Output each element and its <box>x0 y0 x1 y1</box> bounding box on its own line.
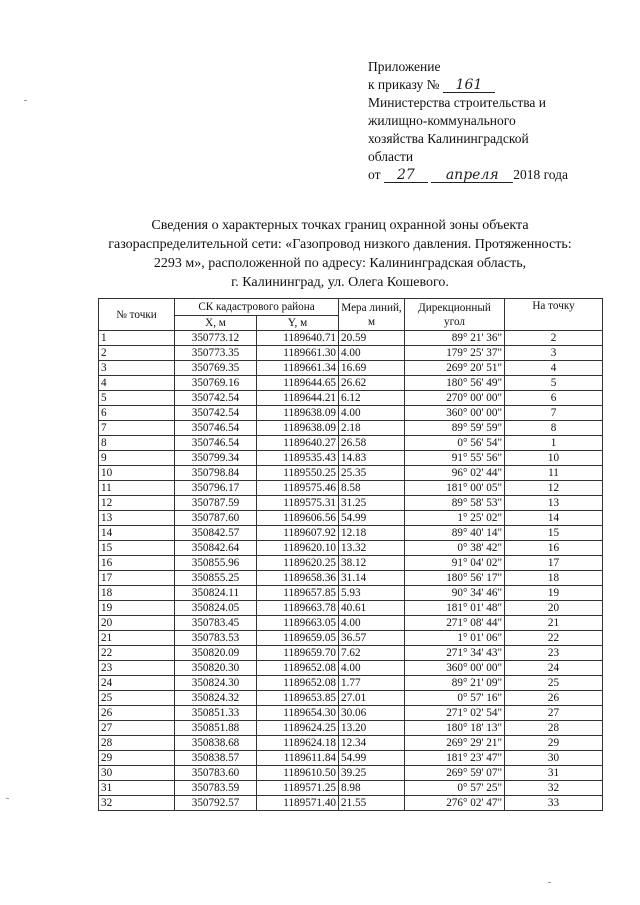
bearing-cell: 1° 25' 02" <box>405 511 505 526</box>
bearing-cell: 181° 01' 48" <box>405 601 505 616</box>
length-cell: 16.69 <box>339 361 405 376</box>
point-no-cell: 19 <box>99 601 175 616</box>
table-row <box>99 751 603 766</box>
length-cell: 12.34 <box>339 736 405 751</box>
length-cell: 31.14 <box>339 571 405 586</box>
y-coord-cell: 1189550.25 <box>257 466 339 481</box>
x-coord-cell: 350746.54 <box>175 421 257 436</box>
length-cell: 4.00 <box>339 616 405 631</box>
to-point-cell: 12 <box>505 481 603 496</box>
to-point-cell: 10 <box>505 451 603 466</box>
x-coord-cell: 350851.88 <box>175 721 257 736</box>
bearing-cell: 96° 02' 44" <box>405 466 505 481</box>
point-no-cell: 10 <box>99 466 175 481</box>
bearing-cell: 0° 38' 42" <box>405 541 505 556</box>
to-point-cell: 16 <box>505 541 603 556</box>
date-prefix: от <box>368 167 381 182</box>
table-row <box>99 676 603 691</box>
to-point-cell: 29 <box>505 736 603 751</box>
table-row <box>99 571 603 586</box>
length-cell: 39.25 <box>339 766 405 781</box>
bearing-cell: 91° 55' 56" <box>405 451 505 466</box>
length-cell: 4.00 <box>339 346 405 361</box>
to-point-cell: 2 <box>505 331 603 346</box>
x-coord-cell: 350773.12 <box>175 331 257 346</box>
x-coord-cell: 350842.57 <box>175 526 257 541</box>
point-no-cell: 20 <box>99 616 175 631</box>
bearing-cell: 360° 00' 00" <box>405 406 505 421</box>
scan-speck <box>24 100 27 101</box>
x-coord-cell: 350742.54 <box>175 406 257 421</box>
point-no-cell: 5 <box>99 391 175 406</box>
x-coord-cell: 350824.32 <box>175 691 257 706</box>
point-no-cell: 2 <box>99 346 175 361</box>
y-coord-cell: 1189640.27 <box>257 436 339 451</box>
bearing-cell: 89° 21' 09" <box>405 676 505 691</box>
y-coord-cell: 1189652.08 <box>257 676 339 691</box>
y-coord-cell: 1189571.25 <box>257 781 339 796</box>
table-row <box>99 706 603 721</box>
bearing-cell: 91° 04' 02" <box>405 556 505 571</box>
bearing-cell: 0° 56' 54" <box>405 436 505 451</box>
point-no-cell: 16 <box>99 556 175 571</box>
table-row <box>99 796 603 811</box>
length-cell: 21.55 <box>339 796 405 811</box>
to-point-cell: 15 <box>505 526 603 541</box>
ministry-line-3: хозяйства Калининградской <box>368 131 529 146</box>
title-line-4: г. Калининград, ул. Олега Кошевого. <box>231 275 449 290</box>
length-cell: 1.77 <box>339 676 405 691</box>
y-coord-cell: 1189659.70 <box>257 646 339 661</box>
to-point-cell: 22 <box>505 631 603 646</box>
appendix-block <box>368 58 608 184</box>
x-coord-cell: 350787.59 <box>175 496 257 511</box>
length-cell: 13.20 <box>339 721 405 736</box>
to-point-cell: 21 <box>505 616 603 631</box>
point-no-cell: 6 <box>99 406 175 421</box>
table-header <box>99 299 603 331</box>
date-line <box>368 166 608 184</box>
y-coord-cell: 1189624.18 <box>257 736 339 751</box>
to-point-cell: 17 <box>505 556 603 571</box>
table-row <box>99 436 603 451</box>
length-cell: 8.98 <box>339 781 405 796</box>
to-point-cell: 28 <box>505 721 603 736</box>
length-cell: 13.32 <box>339 541 405 556</box>
table-row <box>99 481 603 496</box>
point-no-cell: 9 <box>99 451 175 466</box>
length-cell: 27.01 <box>339 691 405 706</box>
x-coord-cell: 350746.54 <box>175 436 257 451</box>
point-no-cell: 23 <box>99 661 175 676</box>
to-point-cell: 4 <box>505 361 603 376</box>
length-cell: 25.35 <box>339 466 405 481</box>
y-coord-cell: 1189607.92 <box>257 526 339 541</box>
bearing-cell: 271° 34' 43" <box>405 646 505 661</box>
to-point-cell: 7 <box>505 406 603 421</box>
table-row <box>99 376 603 391</box>
to-point-cell: 1 <box>505 436 603 451</box>
length-cell: 4.00 <box>339 661 405 676</box>
point-no-cell: 31 <box>99 781 175 796</box>
to-point-cell: 11 <box>505 466 603 481</box>
bearing-cell: 276° 02' 47" <box>405 796 505 811</box>
to-point-cell: 8 <box>505 421 603 436</box>
x-coord-cell: 350838.57 <box>175 751 257 766</box>
table-row <box>99 331 603 346</box>
point-no-cell: 26 <box>99 706 175 721</box>
bearing-cell: 180° 18' 13" <box>405 721 505 736</box>
to-point-cell: 32 <box>505 781 603 796</box>
point-no-cell: 25 <box>99 691 175 706</box>
bearing-cell: 180° 56' 17" <box>405 571 505 586</box>
table-row <box>99 346 603 361</box>
point-no-cell: 30 <box>99 766 175 781</box>
x-coord-cell: 350798.84 <box>175 466 257 481</box>
handwritten-day: 27 <box>384 168 428 183</box>
y-coord-cell: 1189610.50 <box>257 766 339 781</box>
x-coord-cell: 350769.35 <box>175 361 257 376</box>
y-coord-cell: 1189640.71 <box>257 331 339 346</box>
y-coord-cell: 1189638.09 <box>257 406 339 421</box>
x-coord-cell: 350820.09 <box>175 646 257 661</box>
ministry-line-1: Министерства строительства и <box>368 95 547 110</box>
y-coord-cell: 1189606.56 <box>257 511 339 526</box>
point-no-cell: 21 <box>99 631 175 646</box>
length-cell: 26.62 <box>339 376 405 391</box>
date-suffix: 2018 года <box>513 167 569 182</box>
title-line-3: 2293 м», расположенной по адресу: Калининградская область, <box>153 256 527 271</box>
to-point-cell: 24 <box>505 661 603 676</box>
boundary-points-table <box>98 298 603 811</box>
scan-speck <box>548 882 551 883</box>
x-coord-cell: 350824.05 <box>175 601 257 616</box>
title-line-1: Сведения о характерных точках границ охранной зоны объекта <box>151 218 529 233</box>
y-coord-cell: 1189611.84 <box>257 751 339 766</box>
y-coord-cell: 1189620.10 <box>257 541 339 556</box>
length-cell: 20.59 <box>339 331 405 346</box>
bearing-cell: 180° 56' 49" <box>405 376 505 391</box>
bearing-cell: 269° 20' 51" <box>405 361 505 376</box>
y-coord-cell: 1189535.43 <box>257 451 339 466</box>
ministry-line-2: жилищно-коммунального <box>368 113 516 128</box>
to-point-cell: 30 <box>505 751 603 766</box>
x-coord-cell: 350838.68 <box>175 736 257 751</box>
length-cell: 2.18 <box>339 421 405 436</box>
bearing-cell: 1° 01' 06" <box>405 631 505 646</box>
x-coord-cell: 350855.25 <box>175 571 257 586</box>
x-coord-cell: 350742.54 <box>175 391 257 406</box>
x-coord-cell: 350783.59 <box>175 781 257 796</box>
table-row <box>99 616 603 631</box>
header-point-no: № точки <box>99 299 175 331</box>
y-coord-cell: 1189663.78 <box>257 601 339 616</box>
bearing-cell: 269° 29' 21" <box>405 736 505 751</box>
length-cell: 54.99 <box>339 751 405 766</box>
point-no-cell: 22 <box>99 646 175 661</box>
table-row <box>99 496 603 511</box>
table-row <box>99 466 603 481</box>
y-coord-cell: 1189658.36 <box>257 571 339 586</box>
to-point-cell: 19 <box>505 586 603 601</box>
bearing-cell: 181° 23' 47" <box>405 751 505 766</box>
point-no-cell: 14 <box>99 526 175 541</box>
y-coord-cell: 1189659.05 <box>257 631 339 646</box>
handwritten-month: апреля <box>431 168 513 183</box>
x-coord-cell: 350792.57 <box>175 796 257 811</box>
bearing-cell: 271° 02' 54" <box>405 706 505 721</box>
header-y: Y, м <box>257 316 339 331</box>
point-no-cell: 29 <box>99 751 175 766</box>
header-to-point: На точку <box>505 299 603 331</box>
bearing-cell: 89° 58' 53" <box>405 496 505 511</box>
bearing-cell: 0° 57' 16" <box>405 691 505 706</box>
point-no-cell: 32 <box>99 796 175 811</box>
to-point-cell: 26 <box>505 691 603 706</box>
scan-speck <box>6 798 9 799</box>
y-coord-cell: 1189575.31 <box>257 496 339 511</box>
y-coord-cell: 1189620.25 <box>257 556 339 571</box>
y-coord-cell: 1189654.30 <box>257 706 339 721</box>
header-bearing: Дирекционный угол <box>405 299 505 331</box>
x-coord-cell: 350851.33 <box>175 706 257 721</box>
length-cell: 4.00 <box>339 406 405 421</box>
bearing-cell: 271° 08' 44" <box>405 616 505 631</box>
point-no-cell: 28 <box>99 736 175 751</box>
document-title <box>60 216 620 292</box>
x-coord-cell: 350783.45 <box>175 616 257 631</box>
length-cell: 8.58 <box>339 481 405 496</box>
bearing-cell: 179° 25' 37" <box>405 346 505 361</box>
x-coord-cell: 350769.16 <box>175 376 257 391</box>
table-row <box>99 526 603 541</box>
length-cell: 5.93 <box>339 586 405 601</box>
to-point-cell: 27 <box>505 706 603 721</box>
to-point-cell: 6 <box>505 391 603 406</box>
point-no-cell: 15 <box>99 541 175 556</box>
table-row <box>99 361 603 376</box>
x-coord-cell: 350773.35 <box>175 346 257 361</box>
header-x: X, м <box>175 316 257 331</box>
table-row <box>99 421 603 436</box>
to-point-cell: 20 <box>505 601 603 616</box>
point-no-cell: 7 <box>99 421 175 436</box>
bearing-cell: 181° 00' 05" <box>405 481 505 496</box>
title-line-2: газораспределительной сети: «Газопровод низкого давления. Протяженность: <box>108 237 572 252</box>
point-no-cell: 1 <box>99 331 175 346</box>
y-coord-cell: 1189575.46 <box>257 481 339 496</box>
table-row <box>99 541 603 556</box>
point-no-cell: 27 <box>99 721 175 736</box>
y-coord-cell: 1189652.08 <box>257 661 339 676</box>
to-point-cell: 3 <box>505 346 603 361</box>
y-coord-cell: 1189653.85 <box>257 691 339 706</box>
length-cell: 40.61 <box>339 601 405 616</box>
point-no-cell: 17 <box>99 571 175 586</box>
header-cs-group: СК кадастрового района <box>175 299 339 316</box>
table-row <box>99 406 603 421</box>
bearing-cell: 270° 00' 00" <box>405 391 505 406</box>
appendix-title: Приложение <box>368 59 441 74</box>
point-no-cell: 4 <box>99 376 175 391</box>
length-cell: 7.62 <box>339 646 405 661</box>
x-coord-cell: 350787.60 <box>175 511 257 526</box>
y-coord-cell: 1189644.21 <box>257 391 339 406</box>
order-number-line <box>368 76 608 94</box>
to-point-cell: 14 <box>505 511 603 526</box>
x-coord-cell: 350799.34 <box>175 451 257 466</box>
y-coord-cell: 1189624.25 <box>257 721 339 736</box>
to-point-cell: 5 <box>505 376 603 391</box>
length-cell: 38.12 <box>339 556 405 571</box>
table-row <box>99 691 603 706</box>
table-row <box>99 721 603 736</box>
point-no-cell: 8 <box>99 436 175 451</box>
y-coord-cell: 1189663.05 <box>257 616 339 631</box>
length-cell: 30.06 <box>339 706 405 721</box>
to-point-cell: 25 <box>505 676 603 691</box>
bearing-cell: 90° 34' 46" <box>405 586 505 601</box>
table-row <box>99 451 603 466</box>
ministry-line-4: области <box>368 149 414 164</box>
point-no-cell: 24 <box>99 676 175 691</box>
point-no-cell: 11 <box>99 481 175 496</box>
length-cell: 14.83 <box>339 451 405 466</box>
table-row <box>99 646 603 661</box>
handwritten-order-number: 161 <box>443 78 495 93</box>
header-length: Мера линий, м <box>339 299 405 331</box>
point-no-cell: 18 <box>99 586 175 601</box>
bearing-cell: 89° 40' 14" <box>405 526 505 541</box>
point-no-cell: 13 <box>99 511 175 526</box>
y-coord-cell: 1189638.09 <box>257 421 339 436</box>
table-row <box>99 661 603 676</box>
bearing-cell: 360° 00' 00" <box>405 661 505 676</box>
x-coord-cell: 350842.64 <box>175 541 257 556</box>
table-row <box>99 586 603 601</box>
x-coord-cell: 350824.30 <box>175 676 257 691</box>
to-point-cell: 23 <box>505 646 603 661</box>
y-coord-cell: 1189661.30 <box>257 346 339 361</box>
x-coord-cell: 350820.30 <box>175 661 257 676</box>
bearing-cell: 0° 57' 25" <box>405 781 505 796</box>
table-row <box>99 601 603 616</box>
length-cell: 31.25 <box>339 496 405 511</box>
to-point-cell: 33 <box>505 796 603 811</box>
bearing-cell: 89° 59' 59" <box>405 421 505 436</box>
table-row <box>99 781 603 796</box>
point-no-cell: 3 <box>99 361 175 376</box>
x-coord-cell: 350783.53 <box>175 631 257 646</box>
x-coord-cell: 350783.60 <box>175 766 257 781</box>
length-cell: 12.18 <box>339 526 405 541</box>
table-row <box>99 511 603 526</box>
bearing-cell: 269° 59' 07" <box>405 766 505 781</box>
table-row <box>99 631 603 646</box>
x-coord-cell: 350796.17 <box>175 481 257 496</box>
x-coord-cell: 350855.96 <box>175 556 257 571</box>
bearing-cell: 89° 21' 36" <box>405 331 505 346</box>
length-cell: 36.57 <box>339 631 405 646</box>
table-row <box>99 736 603 751</box>
point-no-cell: 12 <box>99 496 175 511</box>
to-point-cell: 31 <box>505 766 603 781</box>
y-coord-cell: 1189644.65 <box>257 376 339 391</box>
y-coord-cell: 1189657.85 <box>257 586 339 601</box>
order-prefix: к приказу № <box>368 77 440 92</box>
length-cell: 6.12 <box>339 391 405 406</box>
y-coord-cell: 1189571.40 <box>257 796 339 811</box>
to-point-cell: 18 <box>505 571 603 586</box>
table-row <box>99 556 603 571</box>
to-point-cell: 13 <box>505 496 603 511</box>
x-coord-cell: 350824.11 <box>175 586 257 601</box>
length-cell: 54.99 <box>339 511 405 526</box>
table-row <box>99 391 603 406</box>
table-row <box>99 766 603 781</box>
table-body <box>99 331 603 811</box>
length-cell: 26.58 <box>339 436 405 451</box>
y-coord-cell: 1189661.34 <box>257 361 339 376</box>
